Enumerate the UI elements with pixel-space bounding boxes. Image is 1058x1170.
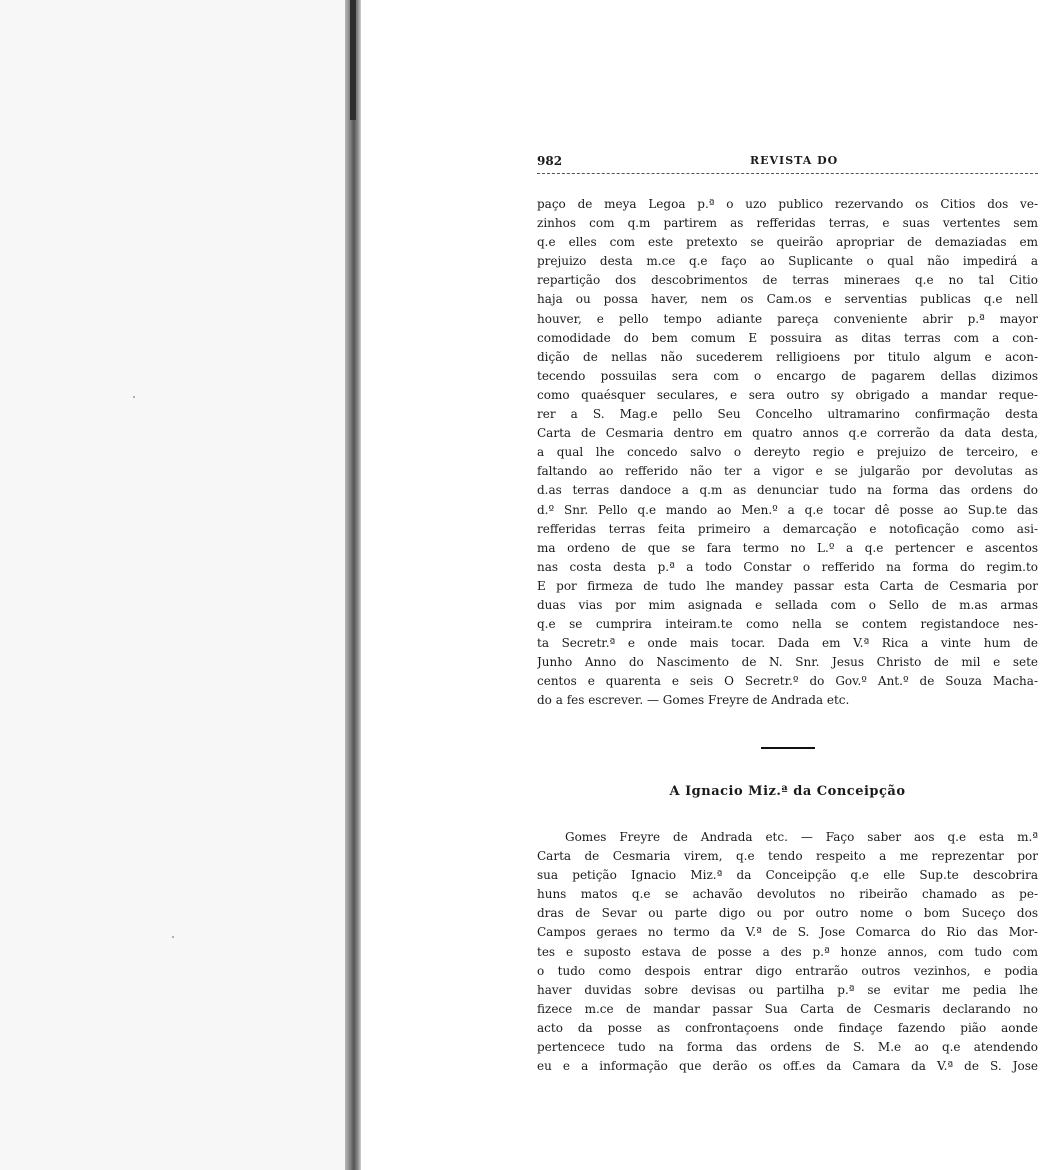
text-line: centos e quarenta e seis O Secretr.º do Gov.º Ant.º de Souza Macha-	[537, 674, 1038, 689]
text-line: Junho Anno do Nascimento de N. Snr. Jesus Christo de mil e sete	[537, 655, 1038, 670]
left-facing-page	[0, 0, 345, 1170]
book-spine	[345, 0, 361, 1170]
text-line: Carta de Cesmaria virem, q.e tendo respeito a me reprezentar por	[537, 849, 1038, 864]
text-line: faltando ao refferido não ter a vigor e se julgarão por devolutas as	[537, 464, 1038, 479]
text-line: q.e se cumprira inteiram.te como nella se contem registandoce nes-	[537, 617, 1038, 632]
text-line: comodidade do bem comum E possuira as ditas terras com a con-	[537, 330, 1038, 345]
body-text-block-2	[537, 828, 1038, 1076]
text-line: nas costa desta p.ª a todo Constar o refferido na forma do regim.to	[537, 559, 1038, 574]
text-line: d.º Snr. Pello q.e mando ao Men.º a q.e tocar dê posse ao Sup.te das	[537, 502, 1038, 517]
text-line: dras de Sevar ou parte digo ou por outro nome o bom Suceço dos	[537, 906, 1038, 921]
text-line: Carta de Cesmaria dentro em quatro annos q.e correrão da data desta,	[537, 426, 1038, 441]
text-line: tecendo possuilas sera com o encargo de pagarem dellas dizimos	[537, 368, 1038, 383]
text-line: Campos geraes no termo da V.ª de S. Jose Comarca do Rio das Mor-	[537, 925, 1038, 940]
text-line: paço de meya Legoa p.ª o uzo publico rezervando os Citios dos ve-	[537, 197, 1038, 211]
text-line: rer a S. Mag.e pello Seu Concelho ultramarino confirmação desta	[537, 407, 1038, 422]
text-line: tes e suposto estava de posse a des p.ª honze annos, com tudo com	[537, 944, 1038, 959]
text-line: duas vias por mim asignada e sellada com o Sello de m.as armas	[537, 597, 1038, 612]
text-line: E por firmeza de tudo lhe mandey passar esta Carta de Cesmaria por	[537, 578, 1038, 593]
text-line: acto da posse as confrontaçoens onde findaçe fazendo pião aonde	[537, 1020, 1038, 1035]
paper-speck	[172, 936, 174, 938]
running-head: REVISTA DO	[750, 154, 839, 167]
page-number: 982	[537, 154, 563, 168]
text-line: prejuizo desta m.ce q.e faço ao Suplicante o qual não impedirá a	[537, 254, 1038, 269]
text-line: repartição dos descobrimentos de terras mineraes q.e no tal Citio	[537, 273, 1038, 288]
text-line: ma ordeno de que se fara termo no L.º a q.e pertencer e ascentos	[537, 540, 1038, 555]
text-line: pertencece tudo na forma das ordens de S. M.e ao q.e atendendo	[537, 1040, 1038, 1055]
text-line: ta Secretr.ª e onde mais tocar. Dada em V.ª Rica a vinte hum de	[537, 636, 1038, 651]
text-line: fizece m.ce de mandar passar Sua Carta de Cesmaris declarando no	[537, 1001, 1038, 1016]
body-text-block-1	[537, 195, 1038, 711]
page-header	[537, 152, 1038, 172]
text-line: haja ou possa haver, nem os Cam.os e serventias publicas q.e nell	[537, 292, 1038, 307]
text-line: dição de nellas não sucederem relligioens por titulo algum e acon-	[537, 349, 1038, 364]
book-spine-shadow	[350, 0, 356, 120]
section-title: A Ignacio Miz.ª da Conceipção	[669, 784, 906, 799]
text-line: houver, e pello tempo adiante pareça conveniente abrir p.ª mayor	[537, 311, 1038, 326]
text-line: zinhos com q.m partirem as refferidas terras, e suas vertentes sem	[537, 216, 1038, 231]
text-line: o tudo como despois entrar digo entrarão outros vezinhos, e podia	[537, 963, 1038, 978]
text-line: como quaésquer seculares, e sera outro sy obrigado a mandar reque-	[537, 387, 1038, 402]
paper-speck	[133, 396, 135, 398]
text-line: a qual lhe concedo salvo o dereyto regio e prejuizo de terceiro, e	[537, 445, 1038, 460]
text-line: haver duvidas sobre devisas ou partilha p.ª se evitar me pedia lhe	[537, 982, 1038, 997]
text-line: q.e elles com este pretexto se queirão apropriar de demaziadas em	[537, 235, 1038, 250]
header-rule	[537, 173, 1038, 174]
section-divider	[761, 747, 815, 749]
text-line: eu e a informação que derão os off.es da Camara da V.ª de S. Jose	[537, 1059, 1038, 1074]
text-line: refferidas terras feita primeiro a demarcação e notoficação como asi-	[537, 521, 1038, 536]
text-line: Gomes Freyre de Andrada etc. — Faço saber aos q.e esta m.ª	[565, 830, 1038, 844]
text-line: huns matos q.e se achavão devolutos no ribeirão chamado as pe-	[537, 887, 1038, 902]
text-line: sua petição Ignacio Miz.ª da Conceipção q.e elle Sup.te descobrira	[537, 868, 1038, 883]
text-line: do a fes escrever. — Gomes Freyre de Andrada etc.	[537, 693, 850, 708]
text-line: d.as terras dandoce a q.m as denunciar tudo na forma das ordens do	[537, 483, 1038, 498]
